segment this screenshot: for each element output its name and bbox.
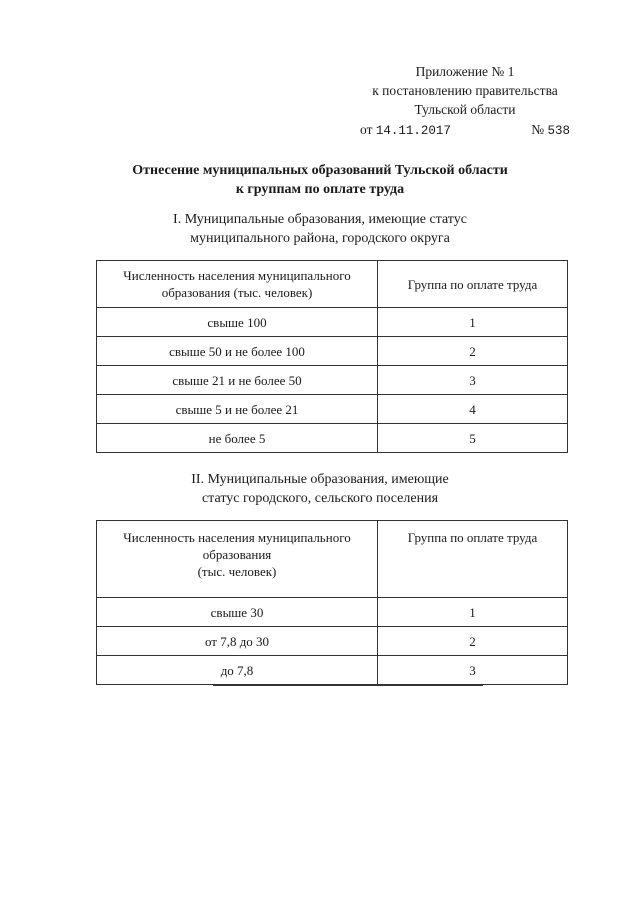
section1-heading-line2: муниципального района, городского округа: [190, 231, 450, 246]
table-row: [97, 366, 568, 395]
population-cell: свыше 100: [97, 308, 378, 337]
table-row: [97, 627, 568, 656]
table-row: [97, 395, 568, 424]
appendix-reference: к постановлению правительства: [372, 83, 558, 98]
pay-group-cell: 1: [378, 598, 568, 627]
population-cell: свыше 30: [97, 598, 378, 627]
end-divider: [213, 685, 483, 686]
table-header-row: [97, 521, 568, 598]
decree-date: 14.11.2017: [375, 124, 451, 138]
date-prefix: от: [360, 122, 373, 137]
appendix-number-group: [531, 120, 570, 141]
population-cell: от 7,8 до 30: [97, 627, 378, 656]
decree-number: 538: [547, 124, 570, 138]
table-row: [97, 308, 568, 337]
population-cell: свыше 21 и не более 50: [97, 366, 378, 395]
table-row: [97, 656, 568, 685]
document-title-line2: к группам по оплате труда: [235, 182, 405, 197]
document-title: [60, 161, 580, 199]
table-header-row: [97, 261, 568, 308]
section2-heading: [60, 470, 580, 508]
appendix-date-group: [360, 120, 451, 141]
pay-group-cell: 1: [378, 308, 568, 337]
pay-group-cell: 2: [378, 337, 568, 366]
appendix-date-line: [360, 120, 570, 141]
header-pay-group: Группа по оплате труда: [378, 521, 568, 598]
header-population-line3: (тыс. человек): [197, 564, 277, 579]
document-title-line1: Отнесение муниципальных образований Тульской области: [132, 163, 508, 178]
population-cell: до 7,8: [97, 656, 378, 685]
appendix-title: Приложение № 1: [415, 64, 515, 79]
pay-group-cell: 3: [378, 656, 568, 685]
section1-heading: [60, 210, 580, 248]
population-cell: свыше 50 и не более 100: [97, 337, 378, 366]
appendix-block: [360, 62, 570, 141]
header-population-line2: образования: [202, 547, 272, 562]
pay-group-cell: 2: [378, 627, 568, 656]
population-cell: не более 5: [97, 424, 378, 453]
section2-table: [96, 520, 568, 685]
appendix-region: Тульской области: [414, 102, 516, 117]
header-population-line1: Численность населения муниципального: [123, 530, 351, 545]
number-prefix: №: [531, 122, 545, 137]
header-population: [97, 521, 378, 598]
table-row: [97, 424, 568, 453]
section2-heading-line1: II. Муниципальные образования, имеющие: [191, 472, 449, 487]
header-population: Численность населения муниципального образования (тыс. человек): [97, 261, 378, 308]
section1-table: [96, 260, 568, 453]
header-pay-group: Группа по оплате труда: [378, 261, 568, 308]
section2-heading-line2: статус городского, сельского поселения: [201, 491, 439, 506]
section1-heading-line1: I. Муниципальные образования, имеющие статус: [173, 212, 467, 227]
pay-group-cell: 3: [378, 366, 568, 395]
pay-group-cell: 4: [378, 395, 568, 424]
pay-group-cell: 5: [378, 424, 568, 453]
population-cell: свыше 5 и не более 21: [97, 395, 378, 424]
table-row: [97, 337, 568, 366]
table-row: [97, 598, 568, 627]
